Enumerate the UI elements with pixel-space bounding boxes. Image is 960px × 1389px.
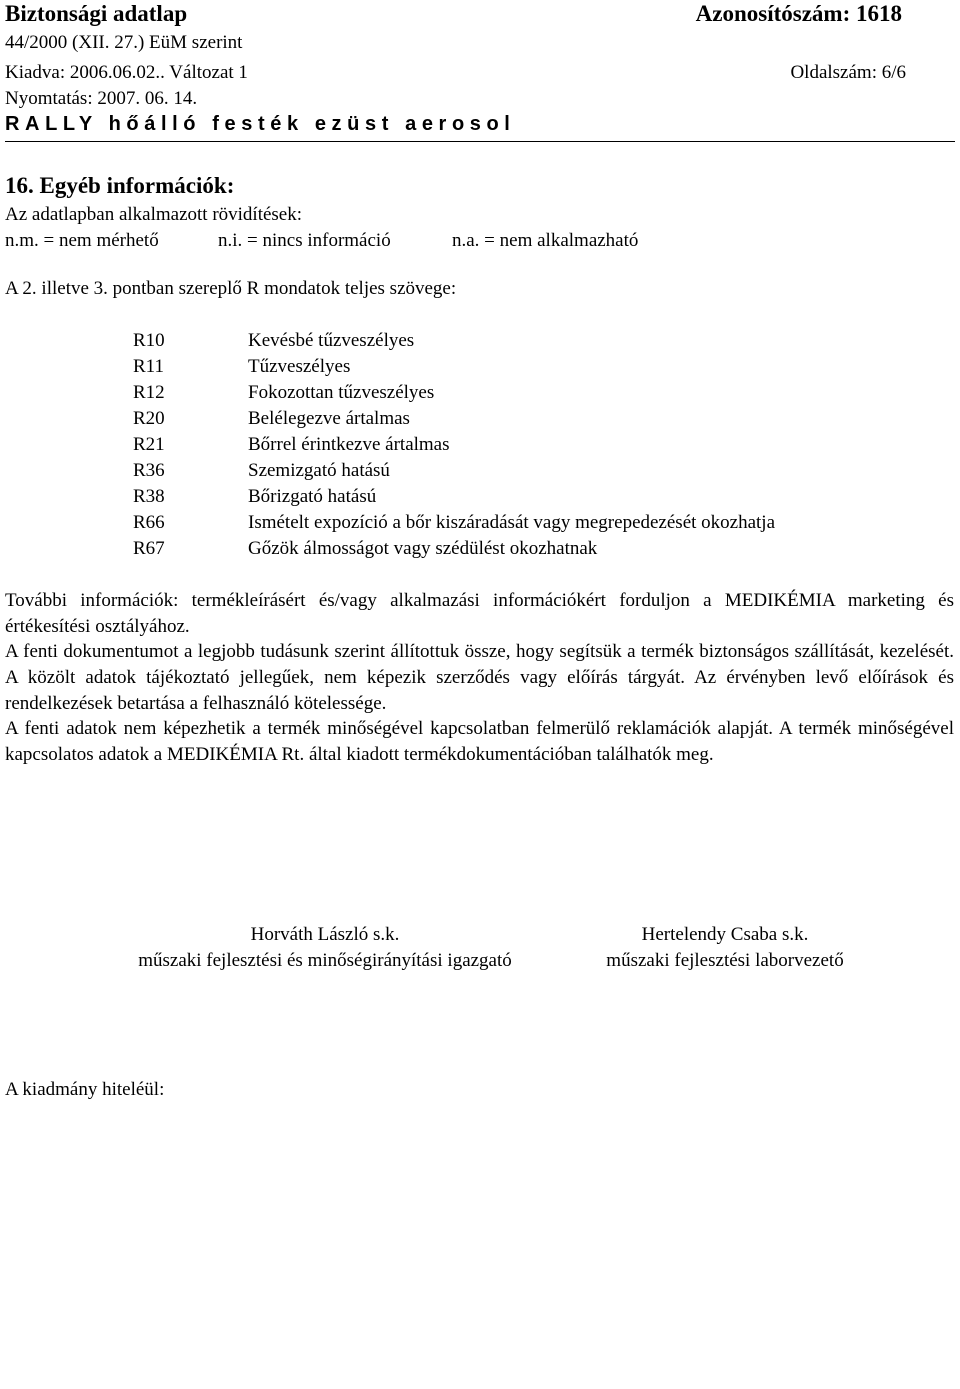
print-date: Nyomtatás: 2007. 06. 14.: [5, 88, 198, 109]
r-phrase-text: Bőrrel érintkezve ártalmas: [248, 434, 450, 455]
r-phrase-code: R11: [133, 356, 164, 377]
r-phrase-text: Belélegezve ártalmas: [248, 408, 410, 429]
r-phrase-code: R66: [133, 512, 165, 533]
regulation-reference: 44/2000 (XII. 27.) EüM szerint: [5, 32, 243, 53]
abbreviation-item: n.i. = nincs információ: [218, 230, 391, 251]
disclaimer-paragraph: A fenti dokumentumot a legjobb tudásunk szerint állítottuk össze, hogy segítsük a termék biztonságos szállítását, kezelését. A közölt adatok tájékoztató jellegűek, nem képezik szerződés vagy előírás tárgyát. Az érvényben levő előírások és rendelkezések betartása a felhasználó kötelessége.: [5, 641, 954, 714]
r-phrase-code: R12: [133, 382, 165, 403]
r-phrase-text: Gőzök álmosságot vagy szédülést okozhatnak: [248, 538, 598, 559]
r-phrase-text: Kevésbé tűzveszélyes: [248, 330, 415, 351]
certification-label: A kiadmány hiteléül:: [5, 1079, 165, 1100]
r-phrase-text: Szemizgató hatású: [248, 460, 390, 481]
abbreviation-item: n.m. = nem mérhető: [5, 230, 159, 251]
signatory-name: Horváth László s.k.: [250, 924, 400, 945]
r-phrase-code: R20: [133, 408, 165, 429]
r-phrase-text: Fokozottan tűzveszélyes: [248, 382, 435, 403]
r-phrase-text: Bőrizgató hatású: [248, 486, 377, 507]
product-name: RALLY hőálló festék ezüst aerosol: [5, 113, 516, 135]
section-title: 16. Egyéb információk:: [5, 173, 235, 198]
signatory-role: műszaki fejlesztési és minőségirányítási igazgató: [138, 950, 512, 971]
r-phrase-code: R36: [133, 460, 165, 481]
r-phrase-code: R67: [133, 538, 165, 559]
signatory-name: Hertelendy Csaba s.k.: [641, 924, 809, 945]
further-info-paragraph: További információk: termékleírásért és/vagy alkalmazási információkért forduljon a MEDIKÉMIA marketing és értékesítési osztályához.: [5, 590, 954, 637]
header-divider: [5, 141, 955, 142]
r-phrase-code: R38: [133, 486, 165, 507]
r-phrase-text: Ismételt expozíció a bőr kiszáradását vagy megrepedezését okozhatja: [248, 512, 776, 533]
signatory-role: műszaki fejlesztési laborvezető: [606, 950, 844, 971]
document-title: Biztonsági adatlap: [5, 1, 188, 26]
r-phrases-intro: A 2. illetve 3. pontban szereplő R mondatok teljes szövege:: [5, 278, 457, 299]
abbreviation-item: n.a. = nem alkalmazható: [452, 230, 639, 251]
identifier-number: Azonosítószám: 1618: [695, 1, 902, 26]
abbreviations-intro: Az adatlapban alkalmazott rövidítések:: [5, 204, 303, 225]
page-number: Oldalszám: 6/6: [790, 62, 906, 83]
r-phrase-text: Tűzveszélyes: [248, 356, 351, 377]
issue-info: Kiadva: 2006.06.02.. Változat 1: [5, 62, 248, 83]
quality-claims-paragraph: A fenti adatok nem képezhetik a termék minőségével kapcsolatban felmerülő reklamációk alapját. A termék minőségével kapcsolatos adatok a MEDIKÉMIA Rt. által kiadott termékdokumentációban találhatók meg.: [5, 718, 954, 765]
r-phrase-code: R10: [133, 330, 165, 351]
r-phrase-code: R21: [133, 434, 165, 455]
